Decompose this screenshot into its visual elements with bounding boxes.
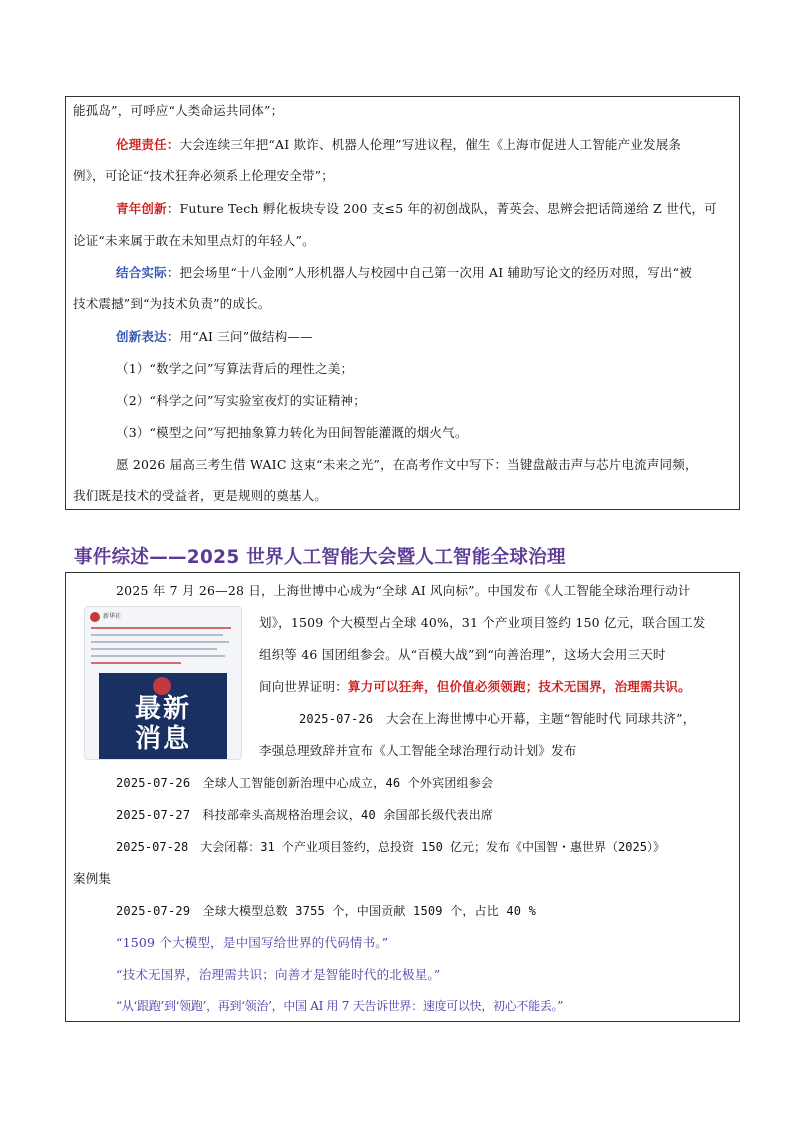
youth-paragraph [116,201,717,217]
summary-highlight: 算力可以狂奔，但价值必须领跑；技术无国界，治理需共识。 [347,679,691,694]
timeline-item-cont: 案例集 [73,871,112,886]
post-text-line [91,627,231,629]
ethics-cont: 例》，可论证“技术狂奔必须系上伦理安全带”； [73,168,334,183]
quote-3: “从‘跟跑’到‘领跑’，再到‘领治’，中国 AI 用 7 天告诉世界：速度可以快，初心不能丢。” [116,999,564,1013]
innovate-paragraph [116,329,313,345]
emblem-icon [153,677,171,695]
post-text-line [91,634,223,636]
youth-cont: 论证“未来属于敢在未知里点灯的年轻人”。 [73,233,315,248]
essay-tips-box [65,96,740,510]
summary-line-3: 组织等 46 国团组参会。从“百模大战”到“向善治理”，这场大会用三天时 [259,647,666,662]
question-1: （1）“数学之问”写算法背后的理性之美； [116,361,354,376]
innovate-text: ：用“AI 三问”做结构—— [166,329,313,344]
breaking-news-banner [99,673,227,759]
innovate-label: 创新表达 [116,329,167,344]
section-heading: 事件综述——2025 世界人工智能大会暨人工智能全球治理 [74,547,566,568]
timeline-event: 大会在上海世博中心开幕，主题“智能时代 同球共济”， [385,711,696,726]
summary-prefix: 间向世界证明： [259,679,348,694]
reality-label: 结合实际 [116,265,167,280]
reality-paragraph [116,265,692,281]
timeline-date: 2025-07-26 [299,712,374,726]
ethics-text: 大会连续三年把“AI 欺诈、机器人伦理”写进议程，催生《上海市促进人工智能产业发展条 [179,137,682,152]
question-2: （2）“科学之问”写实验室夜灯的实证精神； [116,393,366,408]
post-text-line [91,641,229,643]
timeline-open [299,711,695,727]
banner-line-1: 最新 [134,694,191,724]
reality-cont: 技术震撼”到“为技术负责”的成长。 [73,296,271,311]
timeline-item: 2025-07-27 科技部牵头高规格治理会议，40 余国部长级代表出席 [116,808,494,822]
text-line: 能孤岛”，可呼应“人类命运共同体”； [73,103,284,118]
reality-text: ：把会场里“十八金刚”人形机器人与校园中自己第一次用 AI 辅助写论文的经历对照，写出“被 [166,265,692,280]
wish-cont: 我们既是技术的受益者，更是规则的奠基人。 [73,488,328,503]
timeline-item: 2025-07-26 全球人工智能创新治理中心成立，46 个外宾团组参会 [116,776,494,790]
news-screenshot-image [84,606,242,760]
ethics-paragraph [116,137,681,153]
post-text-line [91,662,181,664]
summary-line-2: 划》，1509 个大模型占全球 40%，31 个产业项目签约 150 亿元，联合国工发 [259,615,706,630]
timeline-open-cont: 李强总理致辞并宣布《人工智能全球治理行动计划》发布 [259,743,577,758]
ethics-label: 伦理责任： [116,137,180,152]
account-avatar [90,612,100,622]
post-text-line [91,648,217,650]
youth-text: ：Future Tech 孵化板块专设 200 支≤5 年的初创战队，菁英会、思辨会把话筒递给 Z 世代，可 [166,201,717,216]
summary-line-1: 2025 年 7 月 26—28 日，上海世博中心成为“全球 AI 风向标”。中国发布《人工智能全球治理行动计 [116,583,691,598]
youth-label: 青年创新 [116,201,167,216]
timeline-item: 2025-07-29 全球大模型总数 3755 个，中国贡献 1509 个，占比 40 % [116,904,537,918]
quote-1: “1509 个大模型，是中国写给世界的代码情书。” [116,935,389,950]
question-3: （3）“模型之问”写把抽象算力转化为田间智能灌溉的烟火气。 [116,425,468,440]
account-name: 新华社 [103,613,122,620]
post-text-line [91,655,225,657]
quote-2: “技术无国界，治理需共识；向善才是智能时代的北极星。” [116,967,441,982]
banner-line-2: 消息 [134,724,191,754]
timeline-item: 2025-07-28 大会闭幕：31 个产业项目签约，总投资 150 亿元；发布《中国智・惠世界（2025）》 [116,840,665,854]
wish-line: 愿 2026 届高三考生借 WAIC 这束“未来之光”，在高考作文中写下：当键盘敲击声与芯片电流声同频， [116,457,698,472]
summary-line-4 [259,679,691,695]
